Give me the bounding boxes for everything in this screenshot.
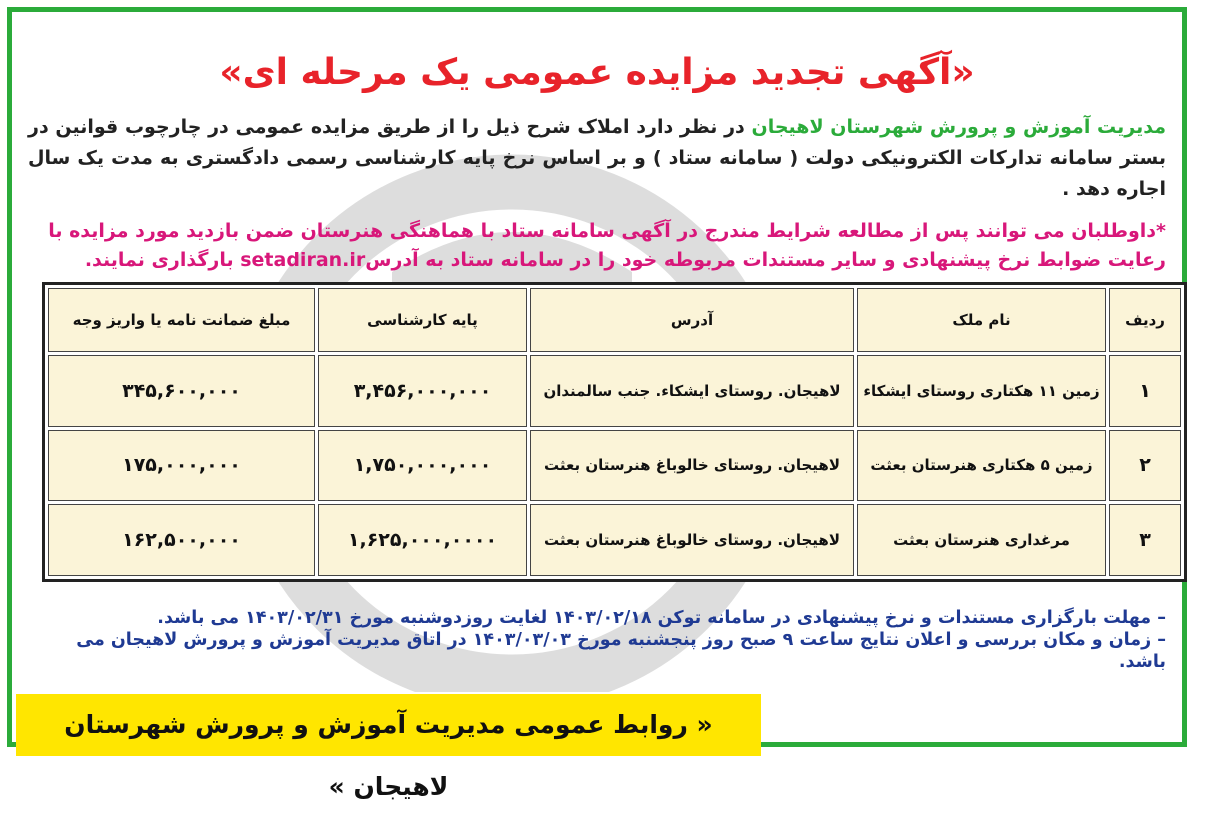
ad-title: «آگهی تجدید مزایده عمومی یک مرحله ای» — [219, 52, 975, 93]
table-row — [48, 430, 1181, 502]
property-address: لاهیجان. روستای خالوباغ هنرستان بعثت — [530, 430, 854, 502]
row-number: ۱ — [1109, 355, 1181, 427]
table-row — [48, 355, 1181, 427]
base-price: ۳,۴۵۶,۰۰۰,۰۰۰ — [318, 355, 527, 427]
intro-paragraph — [28, 112, 1166, 205]
property-address: لاهیجان. روستای ایشکاء. جنب سالمندان — [530, 355, 854, 427]
upload-deadline-note: – مهلت بارگزاری مستندات و نرخ پیشنهادی در سامانه توکن ۱۴۰۳/۰۲/۱۸ لغایت روزدوشنبه مورخ ۱۴۰۳/۰۲/۳۱ می باشد. — [157, 608, 1166, 628]
guarantee-amount: ۱۶۲,۵۰۰,۰۰۰ — [48, 504, 315, 576]
table-header-row — [48, 288, 1181, 352]
row-number: ۲ — [1109, 430, 1181, 502]
row-number: ۳ — [1109, 504, 1181, 576]
public-relations-banner: « روابط عمومی مدیریت آموزش و پرورش شهرستان لاهیجان » — [16, 694, 761, 756]
property-address: لاهیجان. روستای خالوباغ هنرستان بعثت — [530, 504, 854, 576]
properties-table — [42, 282, 1187, 582]
deadline-notes — [32, 607, 1166, 673]
property-name: مرغداری هنرستان بعثت — [857, 504, 1106, 576]
intro-text: در نظر دارد املاک شرح ذیل را از طریق مزایده عمومی در چارچوب قوانین در بستر سامانه تدارکات الکترونیکی دولت ( سامانه ستاد ) و بر اساس نرخ پایه کارشناسی رسمی دادگستری به مدت یک سال اجاره دهد . — [28, 116, 1166, 200]
base-price: ۱,۷۵۰,۰۰۰,۰۰۰ — [318, 430, 527, 502]
header-address: آدرس — [530, 288, 854, 352]
guarantee-amount: ۳۴۵,۶۰۰,۰۰۰ — [48, 355, 315, 427]
guarantee-amount: ۱۷۵,۰۰۰,۰۰۰ — [48, 430, 315, 502]
base-price: ۱,۶۲۵,۰۰۰,۰۰۰۰ — [318, 504, 527, 576]
table-row — [48, 504, 1181, 576]
results-announcement-note: – زمان و مکان بررسی و اعلان نتایج ساعت ۹ صبح روز پنجشنبه مورخ ۱۴۰۳/۰۳/۰۳ در اتاق مدیریت آموزش و پرورش لاهیجان می باشد. — [76, 630, 1166, 672]
organization-name: مدیریت آموزش و پرورش شهرستان لاهیجان — [751, 116, 1166, 138]
header-property-name: نام ملک — [857, 288, 1106, 352]
ad-frame — [7, 7, 1187, 801]
property-name: زمین ۱۱ هکتاری روستای ایشکاء — [857, 355, 1106, 427]
header-guarantee-amount: مبلغ ضمانت نامه یا واریز وجه — [48, 288, 315, 352]
property-name: زمین ۵ هکتاری هنرستان بعثت — [857, 430, 1106, 502]
header-row-number: ردیف — [1109, 288, 1181, 352]
bidder-notice: *داوطلبان می توانند پس از مطالعه شرایط مندرج در آگهی سامانه ستاد با هماهنگی هنرستان ضمن بازدید مورد مزایده با رعایت ضوابط نرخ پیشنهادی و سایر مستندات مربوطه خود را در سامانه ستاد به آدرسsetadiran.ir بارگذاری نمایند. — [48, 220, 1166, 271]
header-base-price: پایه کارشناسی — [318, 288, 527, 352]
